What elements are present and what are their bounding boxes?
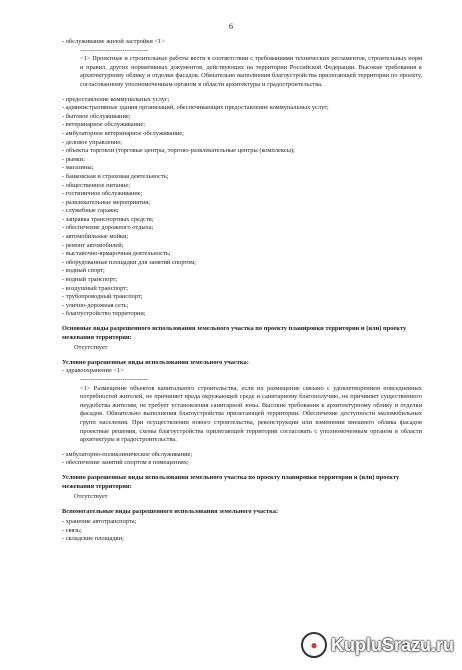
list-item: - гостиничное обслуживание; [62,190,143,198]
section-heading: Условно разрешенные виды использования земельного участка: [62,358,249,366]
watermark [301,632,454,658]
document-body [62,38,422,550]
list-item: - выставочно-ярмарочная деятельность; [62,250,171,258]
list-item: - водный спорт; [62,267,105,275]
list-item: - амбулаторно-поликлиническое обслуживание; [62,450,193,458]
usage-list [62,451,422,468]
list-item: - складские площадки; [62,535,124,543]
list-item: - служебные гаражи; [62,207,119,215]
list-item: - развлекательные мероприятия; [62,198,150,206]
watermark-text: KupluSrazu.ru [330,634,454,655]
list-item: - амбулаторное ветеринарное обслуживание; [62,129,184,137]
footnote: <1> Проектные и строительные работы вести в соответствии с требованиями технических регламентов, строительных норм и правил, других нормативных документов, действующих на территории Российской Федерации. Высокие требования к архитектурному облику и отделки фасадов. Обязательно выполнения благоустройства прилегающей территории по проекту, согласованному уполномоченным органом в области архитектуры и градостроительства. [80,55,422,88]
list-item: - предоставление коммунальных услуг; [62,95,170,103]
list-item: - благоустройство территории; [62,310,146,318]
footnote-separator: -------------------------------- [80,375,149,383]
section-heading: Вспомогательные виды разрешенного использования земельного участка: [62,507,279,515]
list-item: - оборудованные площадки для занятий спортом; [62,258,197,266]
list-item: - здравоохранение <1> [62,367,124,375]
list-item: - обеспечение занятий спортом в помещениях; [62,459,189,467]
section-text: Отсутствует [74,493,108,501]
list-item: - обеспечение дорожного отдыха; [62,224,154,232]
footnote-separator: -------------------------------- [80,46,149,54]
list-item: - бытовое обслуживание; [62,112,131,120]
list-item: - ветеринарное обслуживание; [62,121,146,129]
shopping-bag-icon: ● [301,632,327,658]
list-item: - заправка транспортных средств; [62,215,154,223]
footnote: <1> Размещение объектов капитального строительства, если их размещение связано с удовлетворением повседневных потребностей жителей, не причиняет вреда окружающей среде и санитарному благополучию, не причиняет существенного неудобства жителям, не требует установления санитарной зоны. Высокие требования к архитектурному облику и отделки фасадов. Обязательно выполнения благоустройства прилегающей территории. Обеспечение доступности маломобильных групп населения. При осуществлении нового строительства, реконструкции или изменении внешнего облика фасадов проектные решения, схемы благоустройства прилегающей территории согласовать с уполномоченным органом в области архитектуры и градостроительства. [80,384,422,444]
list-item: - магазины; [62,164,94,172]
list-item: - воздушный транспорт; [62,284,128,292]
list-item: - водный транспорт; [62,276,118,284]
section-heading: Основные виды разрешенного использования земельного участка по проекту планировки территории и (или) проекту межевания территории: [62,325,407,341]
list-item: - связь; [62,526,82,534]
section-heading: Условно разрешенные виды использования земельного участка по проекту планировки территории и (или) проекту межевания территории: [62,473,400,490]
list-item: - автомобильные мойки; [62,233,129,241]
list-item: - трубопроводный транспорт; [62,293,143,301]
list-item: - деловое управление; [62,138,122,146]
usage-list [62,96,422,319]
list-item: - общественное питание; [62,181,131,189]
list-item: - административные здания организаций, обеспечивающих предоставление коммунальных услуг; [62,104,329,112]
list-item: - улично-дорожная сеть; [62,301,129,309]
page-number: 6 [229,22,233,31]
list-item: - хранение автотранспорта; [62,518,137,526]
list-item: - рынки; [62,155,85,163]
list-item: - обслуживание жилой застройки <1> [62,38,165,45]
list-item: - объекты торговли (торговые центры, торгово-развлекательные центры (комплексы); [62,147,295,155]
section-text: Отсутствует [74,344,108,352]
list-item: - банковская и страховая деятельность; [62,172,169,180]
usage-list [62,518,422,544]
list-item: - ремонт автомобилей; [62,241,124,249]
